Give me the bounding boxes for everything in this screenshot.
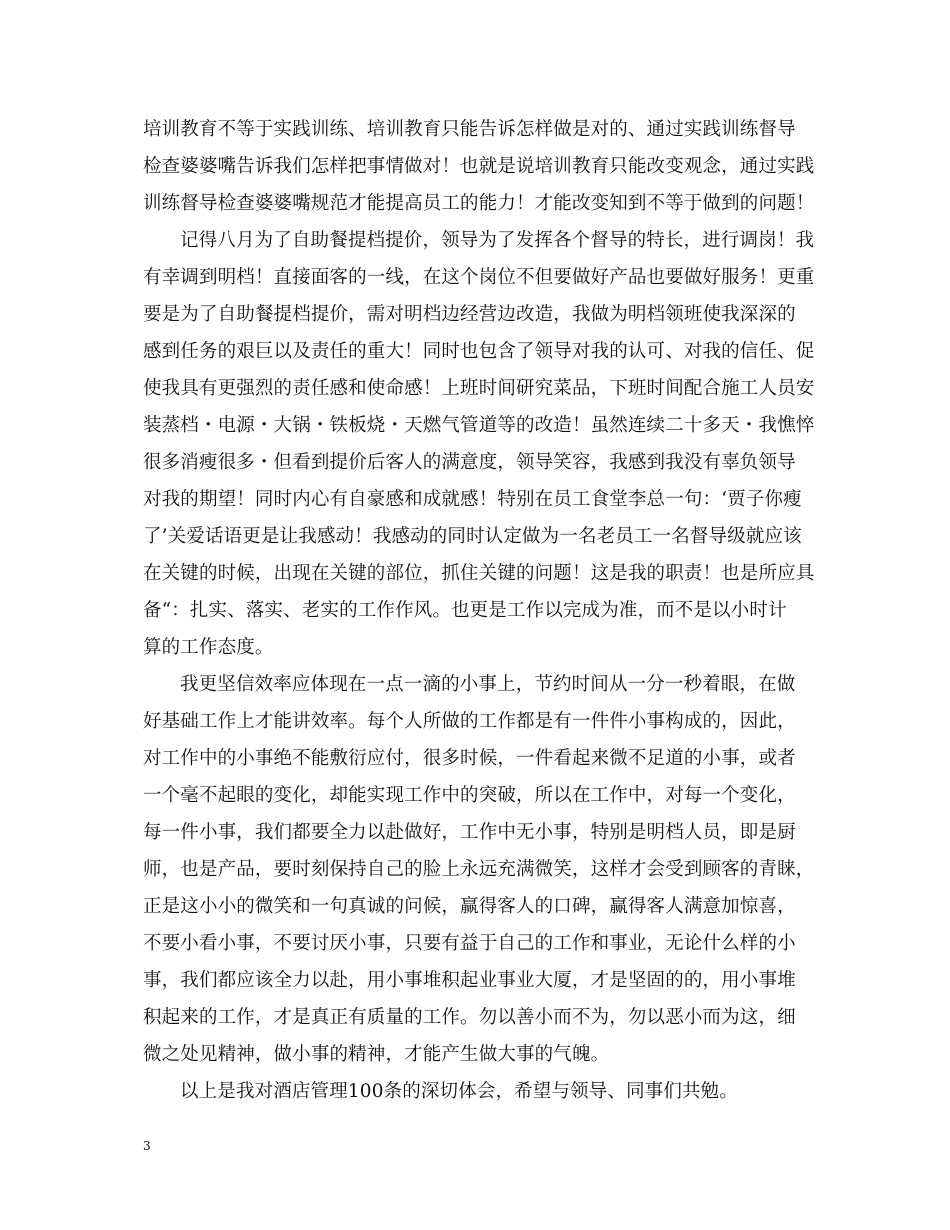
text-line: 感到任务的艰巨以及责任的重大！同时也包含了领导对我的认可、对我的信任、促 — [143, 341, 815, 362]
text-line: 培训教育不等于实践训练、培训教育只能告诉怎样做是对的、通过实践训练督导 — [143, 119, 796, 140]
text-line: 使我具有更强烈的责任感和使命感！上班时间研究菜品，下班时间配合施工人员安 — [143, 378, 815, 399]
text-line: 正是这小小的微笑和一句真诚的问候，赢得客人的口碑，赢得客人满意加惊喜， — [143, 896, 796, 917]
text-line: 记得八月为了自助餐提档提价，领导为了发挥各个督导的特长，进行调岗！我 — [180, 230, 815, 251]
text-line: 师，也是产品，要时刻保持自己的脸上永远充满微笑，这样才会受到顾客的青睐， — [143, 859, 815, 880]
text-line: 每一件小事，我们都要全力以赴做好，工作中无小事，特别是明档人员，即是厨 — [143, 822, 796, 843]
text-line: 事，我们都应该全力以赴，用小事堆积起业事业大厦，才是坚固的的，用小事堆 — [143, 970, 796, 991]
text-line: 算的工作态度。 — [143, 637, 274, 658]
text-line: 以上是我对酒店管理100条的深切体会，希望与领导、同事们共勉。 — [180, 1081, 738, 1102]
text-line: 对工作中的小事绝不能敷衍应付，很多时候，一件看起来微不足道的小事，或者 — [143, 748, 796, 769]
text-line: 微之处见精神，做小事的精神，才能产生做大事的气魄。 — [143, 1044, 610, 1065]
text-line: 积起来的工作，才是真正有质量的工作。勿以善小而不为，勿以恶小而为这，细 — [143, 1007, 796, 1028]
text-line: 好基础工作上才能讲效率。每个人所做的工作都是有一件件小事构成的，因此， — [143, 711, 796, 732]
page-number: 3 — [143, 1139, 151, 1153]
text-line: 有幸调到明档！直接面客的一线，在这个岗位不但要做好产品也要做好服务！更重 — [143, 267, 815, 288]
text-line: 很多消瘦很多・但看到提价后客人的满意度，领导笑容，我感到我没有辜负领导 — [143, 452, 796, 473]
text-line: 一个毫不起眼的变化，却能实现工作中的突破，所以在工作中，对每一个变化， — [143, 785, 796, 806]
text-line: 在关键的时候，出现在关键的部位，抓住关键的问题！这是我的职责！也是所应具 — [143, 563, 815, 584]
text-line: 不要小看小事，不要讨厌小事，只要有益于自己的工作和事业，无论什么样的小 — [143, 933, 796, 954]
text-line: 我更坚信效率应体现在一点一滴的小事上，节约时间从一分一秒着眼，在做 — [180, 674, 796, 695]
text-line: 装蒸档・电源・大锅・铁板烧・天燃气管道等的改造！虽然连续二十多天・我憔悴 — [143, 415, 815, 436]
text-line: 备“：扎实、落实、老实的工作作风。也更是工作以完成为准，而不是以小时计 — [143, 600, 787, 621]
text-line: 检查婆婆嘴告诉我们怎样把事情做对！也就是说培训教育只能改变观念，通过实践 — [143, 156, 815, 177]
text-line: 要是为了自助餐提档提价，需对明档边经营边改造，我做为明档领班使我深深的 — [143, 304, 796, 325]
text-line: 对我的期望！同时内心有自豪感和成就感！特别在员工食堂李总一句：‘贾子你瘦 — [143, 489, 802, 510]
text-line: 训练督导检查婆婆嘴规范才能提高员工的能力！才能改变知到不等于做到的问题！ — [143, 193, 815, 214]
text-line: 了’关爱话语更是让我感动！我感动的同时认定做为一名老员工一名督导级就应该 — [143, 526, 802, 547]
